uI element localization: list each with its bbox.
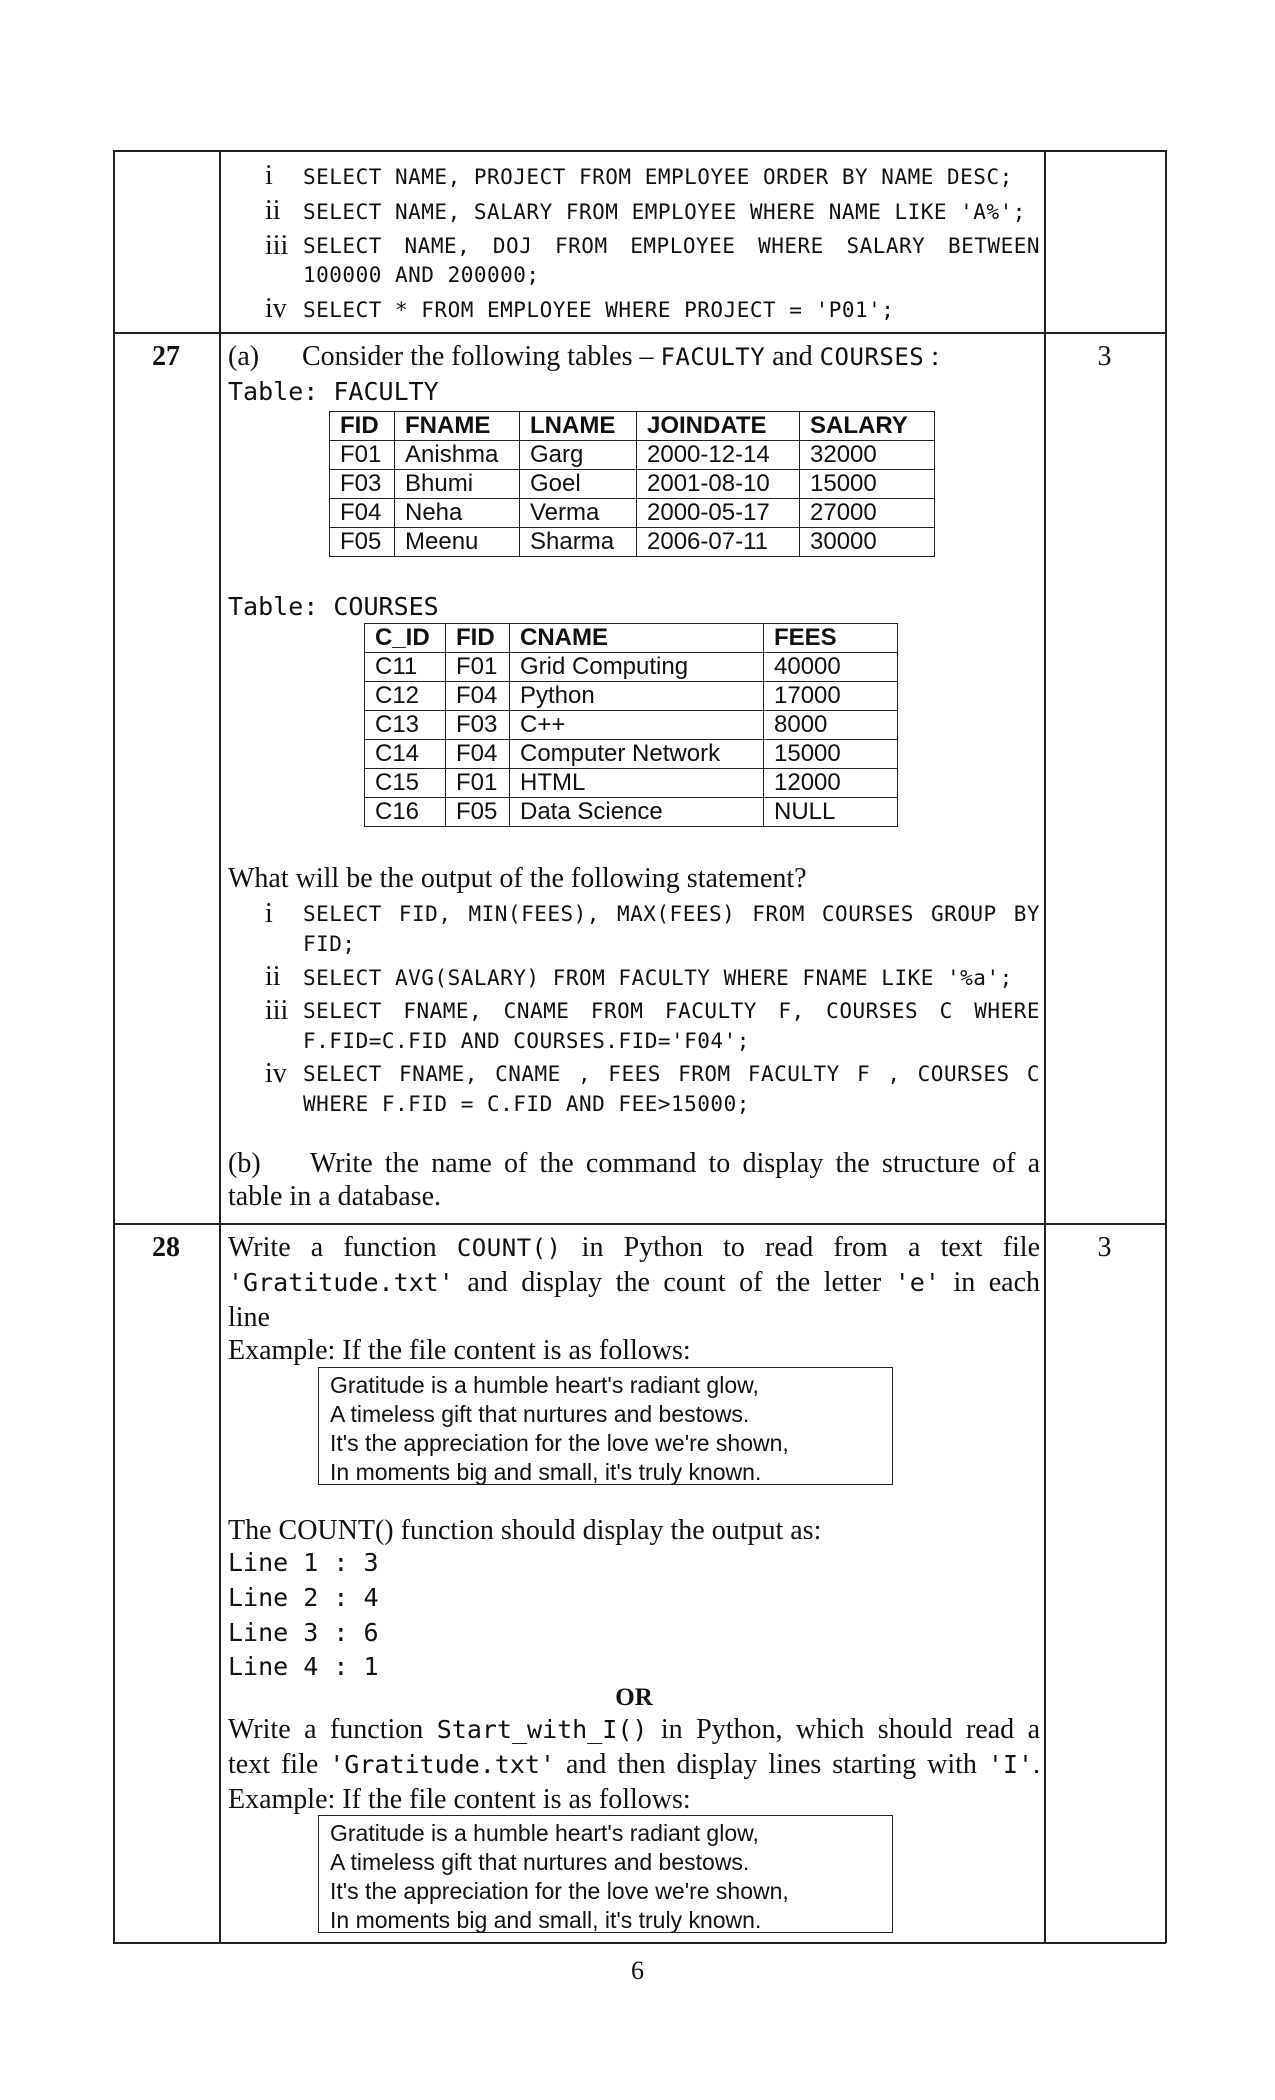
cell: 27000: [800, 499, 935, 528]
table-border-top: [113, 150, 1166, 152]
cell: 40000: [764, 653, 898, 682]
q27-query-ii: ii SELECT AVG(SALARY) FROM FACULTY WHERE FNAME LIKE '%a';: [265, 961, 1013, 992]
file-line: A timeless gift that nurtures and bestows.: [330, 1849, 750, 1875]
output-line: Line 4 : 1: [228, 1652, 379, 1681]
cell: C16: [365, 798, 446, 827]
cell: NULL: [764, 798, 898, 827]
table-border-bottom: [113, 1942, 1166, 1944]
cell: F04: [446, 682, 510, 711]
column-header: FNAME: [395, 412, 520, 441]
output-line: Line 3 : 6: [228, 1618, 379, 1647]
file-line: Gratitude is a humble heart's radiant glow,: [330, 1372, 759, 1398]
q28-alt-line1: Write a function Start_with_I() in Python, which should read a: [228, 1714, 1040, 1745]
q27-query-iv: iv SELECT FNAME, CNAME , FEES FROM FACULTY F , COURSES C: [265, 1058, 1040, 1089]
cell: F01: [330, 441, 395, 470]
query-i: i SELECT NAME, PROJECT FROM EMPLOYEE ORDER BY NAME DESC;: [265, 160, 1013, 191]
cell: Anishma: [395, 441, 520, 470]
file-line: Gratitude is a humble heart's radiant glow,: [330, 1820, 759, 1846]
file-line: It's the appreciation for the love we're shown,: [330, 1430, 789, 1456]
q27-question: What will be the output of the following statement?: [228, 863, 807, 894]
q28-output-intro: The COUNT() function should display the output as:: [228, 1515, 822, 1546]
query-iii: iii SELECT NAME, DOJ FROM EMPLOYEE WHERE SALARY BETWEEN: [265, 230, 1040, 261]
marks: 3: [1097, 1232, 1112, 1263]
column-header: FID: [330, 412, 395, 441]
table-row: [365, 798, 898, 827]
column-header: LNAME: [520, 412, 637, 441]
table-row: [365, 653, 898, 682]
q27-query-i: i SELECT FID, MIN(FEES), MAX(FEES) FROM COURSES GROUP BY: [265, 898, 1040, 929]
cell: F04: [446, 740, 510, 769]
cell: Sharma: [520, 528, 637, 557]
file-content-box: [318, 1815, 893, 1933]
file-line: In moments big and small, it's truly known.: [330, 1459, 762, 1485]
q27a-intro: (a) Consider the following tables – FACULTY and COURSES :: [228, 341, 940, 372]
q27-query-iv-cont: WHERE F.FID = C.FID AND FEE>15000;: [303, 1092, 750, 1116]
cell: Garg: [520, 441, 637, 470]
table-row: [330, 528, 935, 557]
cell: F05: [446, 798, 510, 827]
cell: Meenu: [395, 528, 520, 557]
cell: 2000-05-17: [637, 499, 800, 528]
q27-query-iii: iii SELECT FNAME, CNAME FROM FACULTY F, COURSES C WHERE: [265, 995, 1040, 1026]
query-iii-cont: 100000 AND 200000;: [303, 263, 540, 287]
file-line: It's the appreciation for the love we're shown,: [330, 1878, 789, 1904]
file-line: A timeless gift that nurtures and bestows.: [330, 1401, 750, 1427]
row-divider: [113, 1223, 1166, 1225]
cell: Bhumi: [395, 470, 520, 499]
table-row: [365, 711, 898, 740]
file-content-box: [318, 1367, 893, 1485]
column-header: CNAME: [510, 624, 764, 653]
table-row: [330, 470, 935, 499]
query-iv: iv SELECT * FROM EMPLOYEE WHERE PROJECT = 'P01';: [265, 293, 895, 324]
cell: 2006-07-11: [637, 528, 800, 557]
cell: F03: [446, 711, 510, 740]
cell: C13: [365, 711, 446, 740]
q28-alt-line2: text file 'Gratitude.txt' and then display lines starting with 'I'.: [228, 1749, 1041, 1780]
cell: C++: [510, 711, 764, 740]
cell: Computer Network: [510, 740, 764, 769]
cell: HTML: [510, 769, 764, 798]
cell: 2001-08-10: [637, 470, 800, 499]
q27-query-iii-cont: F.FID=C.FID AND COURSES.FID='F04';: [303, 1029, 750, 1053]
cell: 17000: [764, 682, 898, 711]
marks: 3: [1097, 341, 1112, 372]
cell: F05: [330, 528, 395, 557]
q28-example-label: Example: If the file content is as follows:: [228, 1335, 691, 1366]
column-header: FID: [446, 624, 510, 653]
cell: Neha: [395, 499, 520, 528]
cell: F04: [330, 499, 395, 528]
cell: F01: [446, 653, 510, 682]
cell: 30000: [800, 528, 935, 557]
cell: 15000: [764, 740, 898, 769]
column-divider: [1044, 150, 1046, 1943]
cell: Verma: [520, 499, 637, 528]
table-row: [365, 769, 898, 798]
table-row: [365, 740, 898, 769]
table-row: [330, 441, 935, 470]
query-ii: ii SELECT NAME, SALARY FROM EMPLOYEE WHERE NAME LIKE 'A%';: [265, 195, 1026, 226]
column-header: SALARY: [800, 412, 935, 441]
cell: 32000: [800, 441, 935, 470]
cell: C14: [365, 740, 446, 769]
cell: Goel: [520, 470, 637, 499]
column-header: FEES: [764, 624, 898, 653]
table-row: [330, 499, 935, 528]
question-number: 27: [152, 341, 180, 372]
q27-query-i-cont: FID;: [303, 932, 356, 956]
q28-line2: 'Gratitude.txt' and display the count of the letter 'e' in each: [228, 1267, 1041, 1298]
cell: 12000: [764, 769, 898, 798]
q28-line3: line: [228, 1302, 270, 1333]
column-divider: [219, 150, 221, 1943]
question-number: 28: [152, 1232, 180, 1263]
cell: C15: [365, 769, 446, 798]
column-divider: [113, 150, 115, 1943]
cell: Python: [510, 682, 764, 711]
cell: F01: [446, 769, 510, 798]
column-header: JOINDATE: [637, 412, 800, 441]
cell: 8000: [764, 711, 898, 740]
q28-line1: Write a function COUNT() in Python to read from a text file: [228, 1232, 1041, 1263]
output-line: Line 1 : 3: [228, 1548, 379, 1577]
cell: C11: [365, 653, 446, 682]
cell: Data Science: [510, 798, 764, 827]
row-divider: [113, 332, 1166, 334]
q27b-line2: table in a database.: [228, 1181, 442, 1212]
faculty-table: [329, 411, 935, 557]
cell: 15000: [800, 470, 935, 499]
cell: F03: [330, 470, 395, 499]
cell: 2000-12-14: [637, 441, 800, 470]
q28-alt-example-label: Example: If the file content is as follows:: [228, 1784, 691, 1815]
table-header-row: [365, 624, 898, 653]
file-line: In moments big and small, it's truly known.: [330, 1907, 762, 1933]
column-divider: [1165, 150, 1167, 1943]
courses-table: [364, 623, 898, 827]
courses-table-label: Table: COURSES: [228, 592, 439, 621]
column-header: C_ID: [365, 624, 446, 653]
cell: Grid Computing: [510, 653, 764, 682]
or-separator: OR: [615, 1684, 653, 1711]
faculty-table-label: Table: FACULTY: [228, 377, 439, 406]
q27b-line1: (b) Write the name of the command to display the structure of a: [228, 1148, 1040, 1179]
output-line: Line 2 : 4: [228, 1583, 379, 1612]
page-number: 6: [631, 1956, 644, 1985]
cell: C12: [365, 682, 446, 711]
table-header-row: [330, 412, 935, 441]
table-row: [365, 682, 898, 711]
